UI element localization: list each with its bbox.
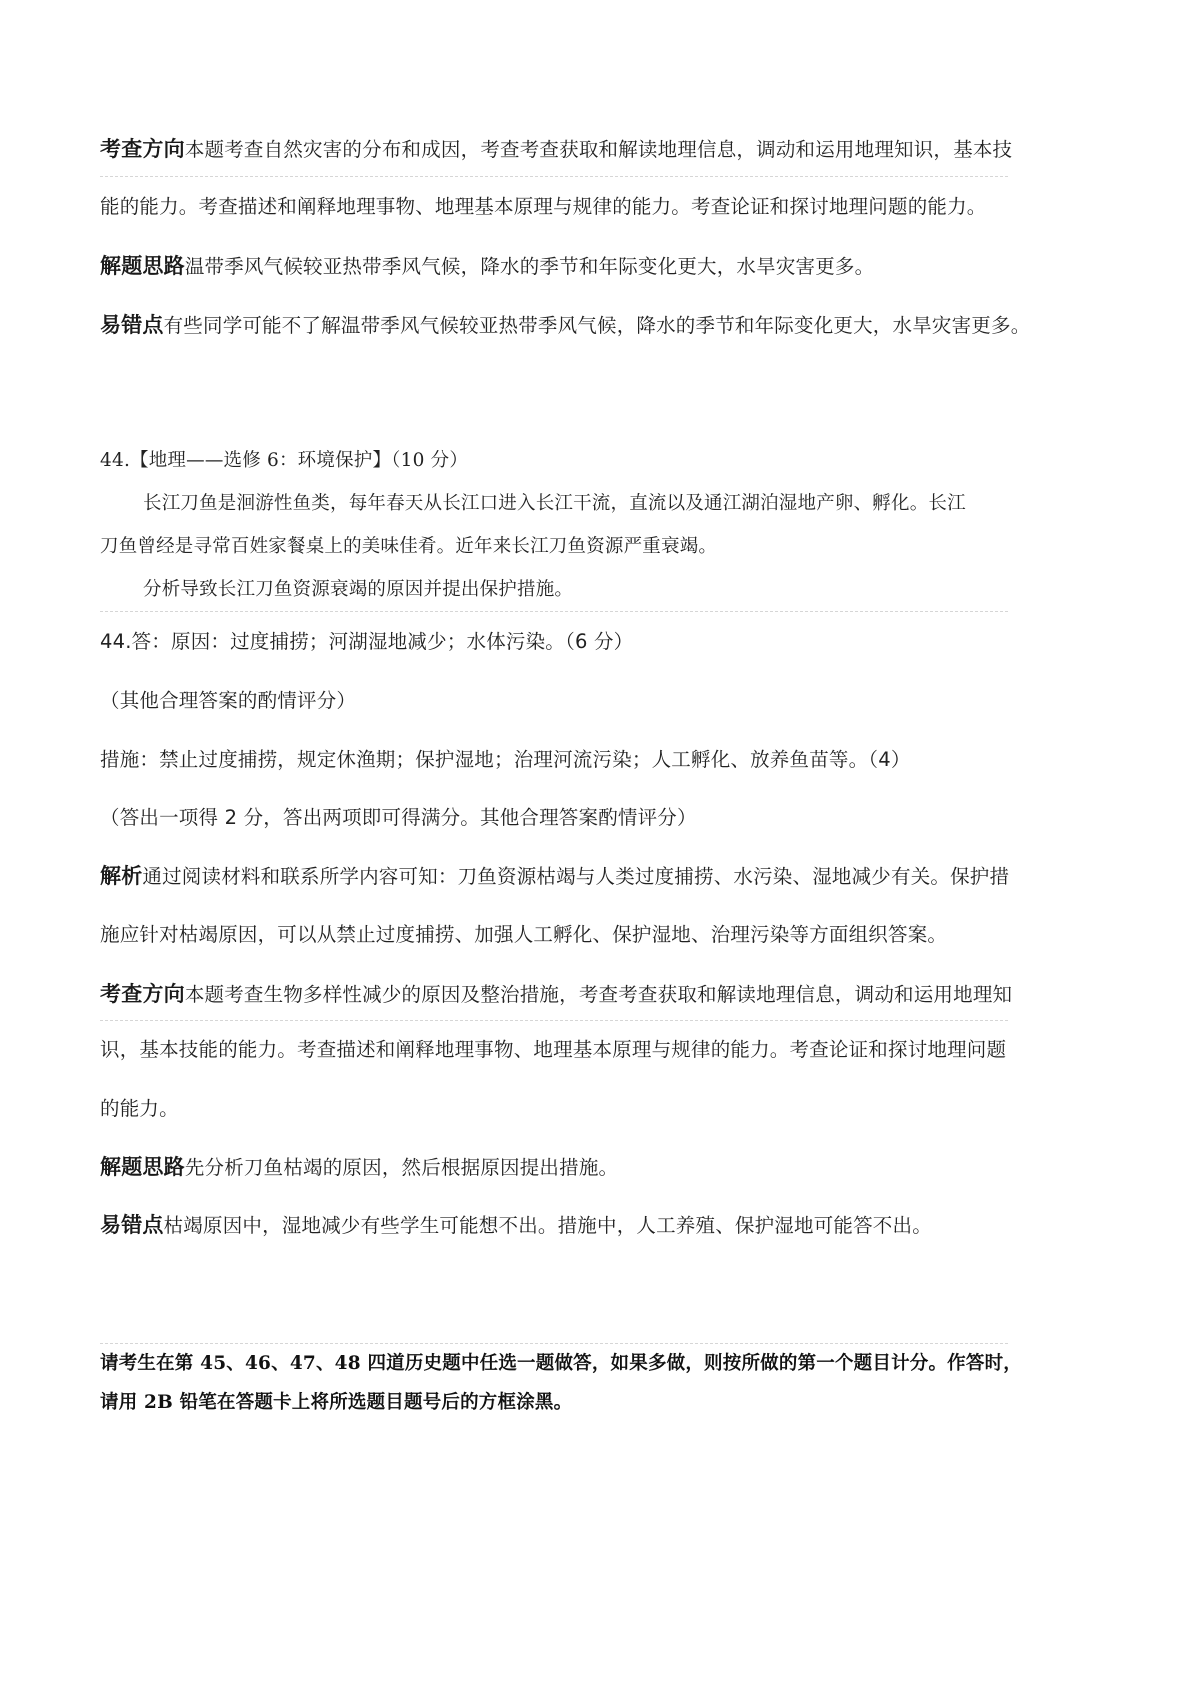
question-44-stem-line-1: 长江刀鱼是洄游性鱼类，每年春天从长江口进入长江干流，直流以及通江湖泊湿地产卵、孵化。长江 — [143, 493, 966, 514]
dashed-divider — [100, 176, 1008, 177]
answer-44-line-4: （答出一项得 2 分，答出两项即可得满分。其他合理答案酌情评分） — [100, 806, 697, 829]
solution-idea-text: 温带季风气候较亚热带季风气候，降水的季节和年际变化更大，水旱灾害更多。 — [184, 255, 875, 278]
question-44-stem-line-2: 刀鱼曾经是寻常百姓家餐桌上的美味佳肴。近年来长江刀鱼资源严重衰竭。 — [100, 536, 718, 557]
pitfall-label: 易错点 — [100, 313, 164, 337]
analysis-continuation: 施应针对枯竭原因，可以从禁止过度捕捞、加强人工孵化、保护湿地、治理污染等方面组织答案。 — [100, 923, 948, 946]
question-44-stem-line-3: 分析导致长江刀鱼资源衰竭的原因并提出保护措施。 — [143, 579, 574, 600]
pitfall-paragraph-2 — [100, 1211, 932, 1240]
analysis-paragraph — [100, 862, 1009, 891]
analysis-text: 通过阅读材料和联系所学内容可知：刀鱼资源枯竭与人类过度捕捞、水污染、湿地减少有关。保护措 — [142, 865, 1010, 888]
exam-direction-paragraph-1 — [100, 135, 1012, 164]
solution-idea-label: 解题思路 — [100, 1155, 185, 1179]
analysis-label: 解析 — [100, 864, 143, 888]
pitfall-paragraph-1 — [100, 311, 1030, 340]
solution-idea-paragraph-2 — [100, 1153, 618, 1182]
dashed-divider — [100, 1020, 1008, 1021]
solution-idea-paragraph-1 — [100, 252, 874, 281]
answer-44-line-2: （其他合理答案的酌情评分） — [100, 689, 357, 712]
solution-idea-text: 先分析刀鱼枯竭的原因，然后根据原因提出措施。 — [184, 1156, 619, 1179]
pitfall-text: 有些同学可能不了解温带季风气候较亚热带季风气候，降水的季节和年际变化更大，水旱灾害更多。 — [163, 314, 1031, 337]
answer-44-line-3: 措施：禁止过度捕捞，规定休渔期；保护湿地；治理河流污染；人工孵化、放养鱼苗等。（4） — [100, 748, 911, 771]
solution-idea-label: 解题思路 — [100, 254, 185, 278]
exam-direction-continuation: 识，基本技能的能力。考查描述和阐释地理事物、地理基本原理与规律的能力。考查论证和探讨地理问题 — [100, 1038, 1007, 1061]
dashed-divider — [100, 1343, 1008, 1344]
exam-direction-continuation: 的能力。 — [100, 1097, 179, 1120]
exam-direction-text: 本题考查生物多样性减少的原因及整治措施，考查考查获取和解读地理信息，调动和运用地理知 — [184, 983, 1013, 1006]
instruction-line-1: 请考生在第 45、46、47、48 四道历史题中任选一题做答，如果多做，则按所做的第一个题目计分。作答时， — [100, 1353, 1022, 1374]
exam-direction-text: 本题考查自然灾害的分布和成因，考查考查获取和解读地理信息，调动和运用地理知识，基本技 — [184, 138, 1013, 161]
exam-direction-label: 考查方向 — [100, 137, 185, 161]
instruction-line-2: 请用 2B 铅笔在答题卡上将所选题目题号后的方框涂黑。 — [100, 1392, 573, 1413]
pitfall-label: 易错点 — [100, 1213, 164, 1237]
exam-direction-paragraph-2 — [100, 980, 1012, 1009]
exam-direction-continuation: 能的能力。考查描述和阐释地理事物、地理基本原理与规律的能力。考查论证和探讨地理问题的能力。 — [100, 195, 987, 218]
exam-direction-label: 考查方向 — [100, 982, 185, 1006]
pitfall-text: 枯竭原因中，湿地减少有些学生可能想不出。措施中，人工养殖、保护湿地可能答不出。 — [163, 1214, 932, 1237]
dashed-divider — [100, 611, 1008, 612]
answer-44-line-1: 44.答：原因：过度捕捞；河湖湿地减少；水体污染。（6 分） — [100, 630, 634, 653]
question-44-title: 44.【地理——选修 6：环境保护】（10 分） — [100, 450, 469, 471]
